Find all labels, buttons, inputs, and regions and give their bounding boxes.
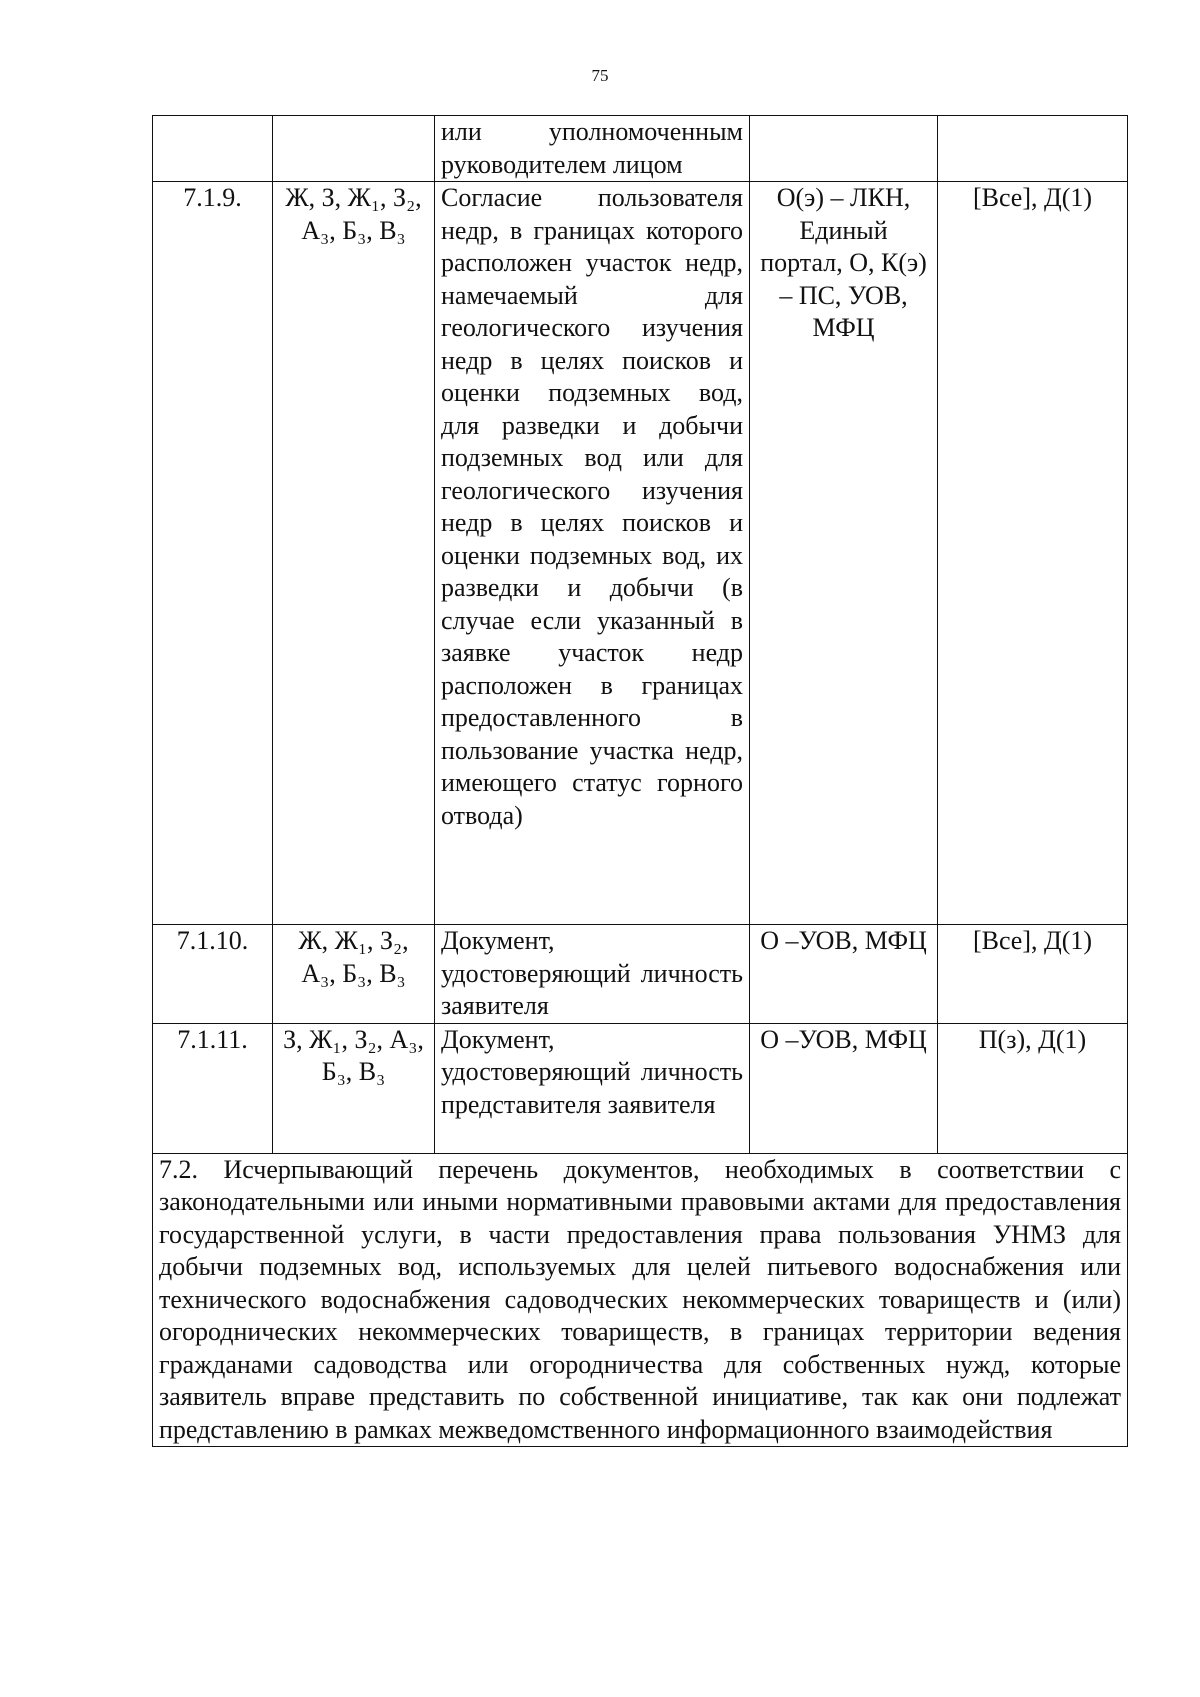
table-row <box>153 925 1128 1024</box>
row-requirement: [Все], Д(1) <box>938 182 1128 925</box>
row-source <box>750 116 938 182</box>
row-requirement: [Все], Д(1) <box>938 925 1128 1024</box>
row-categories: З, Ж₁, З₂, А₃, Б₃, В₃ <box>273 1023 435 1153</box>
row-categories: Ж, З, Ж₁, З₂, А₃, Б₃, В₃ <box>273 182 435 925</box>
row-document: Документ, удостоверяющий личность представителя заявителя <box>435 1023 750 1153</box>
row-requirement <box>938 116 1128 182</box>
table-row <box>153 1023 1128 1153</box>
row-categories: Ж, Ж₁, З₂, А₃, Б₃, В₃ <box>273 925 435 1024</box>
row-number: 7.1.11. <box>153 1023 273 1153</box>
section-row <box>153 1153 1128 1447</box>
documents-table <box>152 115 1128 1447</box>
row-document: Согласие пользователя недр, в границах которого расположен участок недр, намечаемый для геологического изучения недр в целях поисков и оценки подземных вод, для разведки и добычи подземных вод или для геологического изучения недр в целях поисков и оценки подземных вод, их разведки и добычи (в случае если указанный в заявке участок недр расположен в границах предоставленного в пользование участка недр, имеющего статус горного отвода) <box>435 182 750 925</box>
section-7-2-text: 7.2. Исчерпывающий перечень документов, необходимых в соответствии с законодательными или иными нормативными правовыми актами для предоставления государственной услуги, в части предоставления права пользования УНМЗ для добычи подземных вод, используемых для целей питьевого водоснабжения или технического водоснабжения садоводческих некоммерческих товариществ и (или) огороднических некоммерческих товариществ, в границах территории ведения гражданами садоводства или огородничества для собственных нужд, которые заявитель вправе представить по собственной инициативе, так как они подлежат представлению в рамках межведомственного информационного взаимодействия <box>153 1153 1128 1447</box>
row-source: О(э) – ЛКН, Единый портал, О, К(э) – ПС, УОВ, МФЦ <box>750 182 938 925</box>
row-document: или уполномоченным руководителем лицом <box>435 116 750 182</box>
row-number: 7.1.10. <box>153 925 273 1024</box>
table-row <box>153 182 1128 925</box>
row-requirement: П(з), Д(1) <box>938 1023 1128 1153</box>
row-number: 7.1.9. <box>153 182 273 925</box>
row-categories <box>273 116 435 182</box>
row-source: О –УОВ, МФЦ <box>750 1023 938 1153</box>
row-number <box>153 116 273 182</box>
table-row <box>153 116 1128 182</box>
row-source: О –УОВ, МФЦ <box>750 925 938 1024</box>
row-document: Документ, удостоверяющий личность заявителя <box>435 925 750 1024</box>
page-number: 75 <box>591 66 609 85</box>
